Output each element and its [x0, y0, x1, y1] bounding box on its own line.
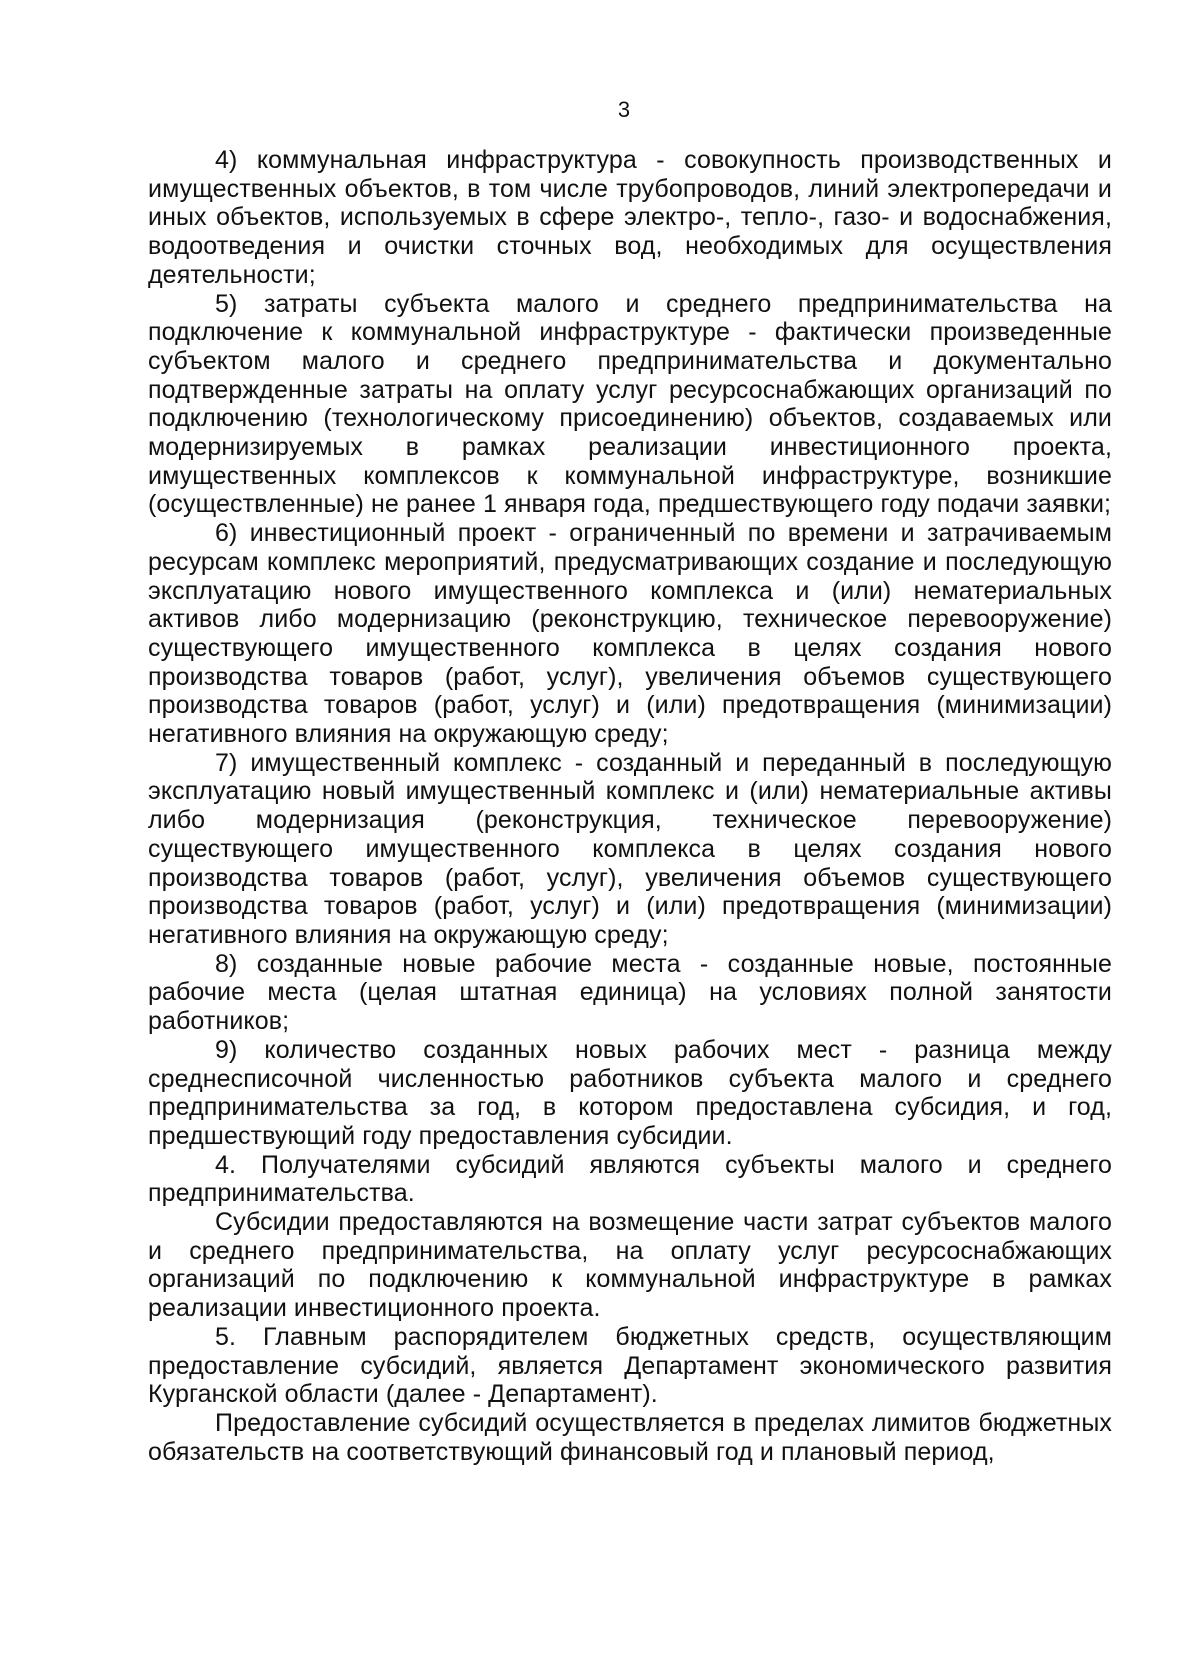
paragraph-budget-limits: Предоставление субсидий осуществляется в пределах лимитов бюджетных обязательств на соответствующий финансовый год и плановый период,: [148, 1408, 1112, 1466]
paragraph-workplaces-count: 9) количество созданных новых рабочих мест - разница между среднесписочной численностью работников субъекта малого и среднего предпринимательства за год, в котором предоставлена субсидия, и год, предшествующий году предоставления субсидии.: [148, 1035, 1112, 1150]
paragraph-subsidy-purpose: Субсидии предоставляются на возмещение части затрат субъектов малого и среднего предпринимательства, на оплату услуг ресурсоснабжающих организаций по подключению к коммунальной инфраструктуре в рамках реализации инвестиционного проекта.: [148, 1208, 1112, 1323]
paragraph-communal-infrastructure: 4) коммунальная инфраструктура - совокупность производственных и имущественных объектов, в том числе трубопроводов, линий электропередачи и иных объектов, используемых в сфере электро-, тепло-, газо- и водоснабжения, водоотведения и очистки сточных вод, необходимых для осуществления деятельности;: [148, 146, 1112, 289]
document-body: [148, 146, 1112, 1466]
paragraph-budget-administrator: 5. Главным распорядителем бюджетных средств, осуществляющим предоставление субсидий, является Департамент экономического развития Курганской области (далее - Департамент).: [148, 1322, 1112, 1409]
paragraph-subsidy-recipients: 4. Получателями субсидий являются субъекты малого и среднего предпринимательства.: [148, 1150, 1112, 1208]
paragraph-connection-costs: 5) затраты субъекта малого и среднего предпринимательства на подключение к коммунальной инфраструктуре - фактически произведенные субъектом малого и среднего предпринимательства и документально подтвержденные затраты на оплату услуг ресурсоснабжающих организаций по подключению (технологическому присоединению) объектов, создаваемых или модернизируемых в рамках реализации инвестиционного проекта, имущественных комплексов к коммунальной инфраструктуре, возникшие (осуществленные) не ранее 1 января года, предшествующего году подачи заявки;: [148, 289, 1112, 519]
paragraph-investment-project: 6) инвестиционный проект - ограниченный по времени и затрачиваемым ресурсам комплекс мероприятий, предусматривающих создание и последующую эксплуатацию нового имущественного комплекса и (или) нематериальных активов либо модернизацию (реконструкцию, техническое перевооружение) существующего имущественного комплекса в целях создания нового производства товаров (работ, услуг), увеличения объемов существующего производства товаров (работ, услуг) и (или) предотвращения (минимизации) негативного влияния на окружающую среду;: [148, 519, 1112, 749]
page-number: 3: [617, 97, 631, 122]
paragraph-property-complex: 7) имущественный комплекс - созданный и переданный в последующую эксплуатацию новый имущественный комплекс и (или) нематериальные активы либо модернизация (реконструкция, техническое перевооружение) существующего имущественного комплекса в целях создания нового производства товаров (работ, услуг), увеличения объемов существующего производства товаров (работ, услуг) и (или) предотвращения (минимизации) негативного влияния на окружающую среду;: [148, 748, 1112, 949]
paragraph-new-workplaces: 8) созданные новые рабочие места - созданные новые, постоянные рабочие места (целая штатная единица) на условиях полной занятости работников;: [148, 949, 1112, 1036]
